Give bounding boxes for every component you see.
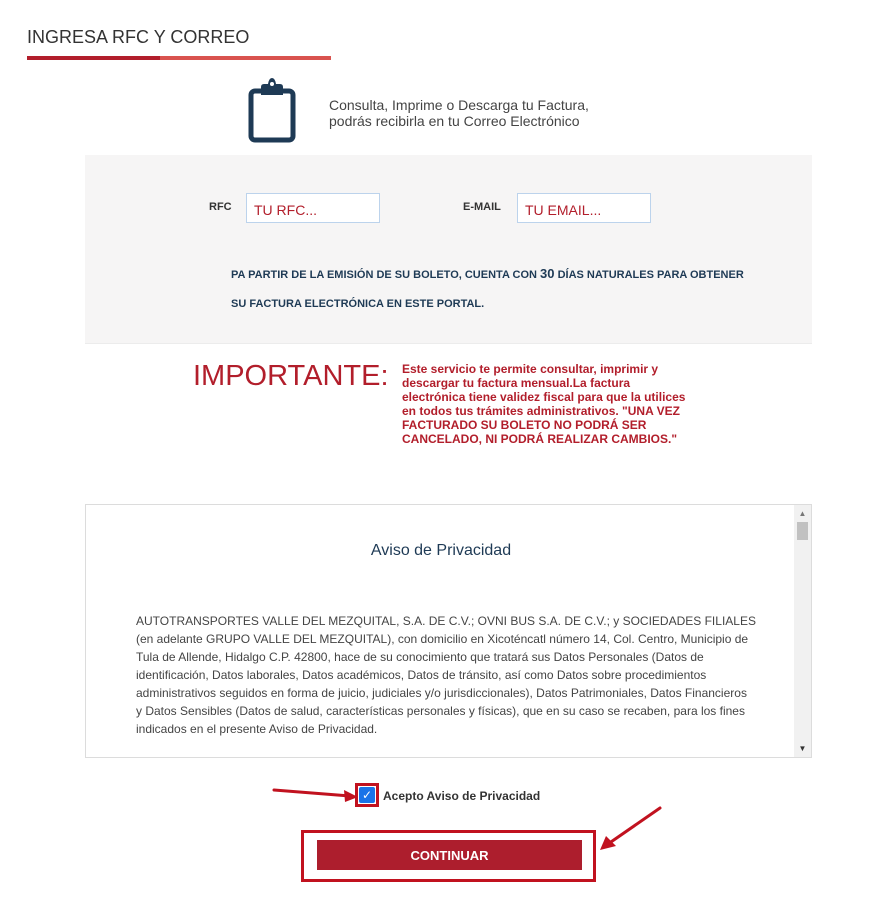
privacy-title: Aviso de Privacidad [370,542,512,559]
accept-privacy-label[interactable]: Acepto Aviso de Privacidad [383,789,541,803]
notice-part-1: PA PARTIR DE LA EMISIÓN DE SU BOLETO, CUENTA CON [231,269,537,281]
scroll-down-icon[interactable]: ▼ [798,744,807,753]
intro-line-2: podrás recibirla en tu Correo Electrónico [329,113,580,129]
intro-text [329,97,589,129]
scroll-thumb[interactable] [797,522,808,540]
check-icon: ✓ [361,788,373,802]
title-underline-accent [27,56,160,60]
important-text: Este servicio te permite consultar, imprimir y descargar tu factura mensual.La factura electrónica tiene validez fiscal para que la utilices en todos tus trámites administrativos. "UNA VEZ FACTURADO SU BOLETO NO PODRÁ SER CANCELADO, NI PODRÁ REALIZAR CAMBIOS." [402,362,686,446]
notice-days: 30 [540,266,555,281]
privacy-body: AUTOTRANSPORTES VALLE DEL MEZQUITAL, S.A. DE C.V.; OVNI BUS S.A. DE C.V.; y SOCIEDADES FILIALES (en adelante GRUPO VALLE DEL MEZQUITAL), con domicilio en Xicoténcatl número 14, Col. Centro, Municipio de Tula de Allende, Hidalgo C.P. 42800, hace de su conocimiento que tratará sus Datos Personales (Datos de identificación, Datos laborales, Datos académicos, Datos de tránsito, así como Datos sobre procedimientos administrativos seguidos en forma de juicio, judiciales y/o jurisdiccionales), Datos Patrimoniales, Datos Financieros y Datos Sensibles (Datos de salud, características personales y físicas), que en su caso se recaben, para los fines indicados en el presente Aviso de Privacidad. [136,614,756,736]
continue-button[interactable]: CONTINUAR [317,840,582,870]
invoice-deadline-notice [231,259,791,319]
rfc-input[interactable] [246,193,380,223]
email-label: E-MAIL [463,201,501,213]
notice-part-2: DÍAS NATURALES PARA OBTENER [557,269,744,281]
intro-line-1: Consulta, Imprime o Descarga tu Factura, [329,97,589,113]
clipboard-icon [246,78,298,144]
privacy-notice-box[interactable] [85,504,812,758]
notice-line-2: SU FACTURA ELECTRÓNICA EN ESTE PORTAL. [231,298,485,310]
notice-line-1 [231,259,791,290]
arrow-to-checkbox-icon [270,780,365,804]
rfc-label: RFC [209,201,232,213]
scroll-up-icon[interactable]: ▲ [798,509,807,518]
section-title: INGRESA RFC Y CORREO [27,27,250,47]
email-input[interactable] [517,193,651,223]
privacy-scrollbar[interactable] [794,505,811,757]
important-heading: IMPORTANTE: [193,360,389,392]
arrow-to-continue-icon [594,804,664,854]
